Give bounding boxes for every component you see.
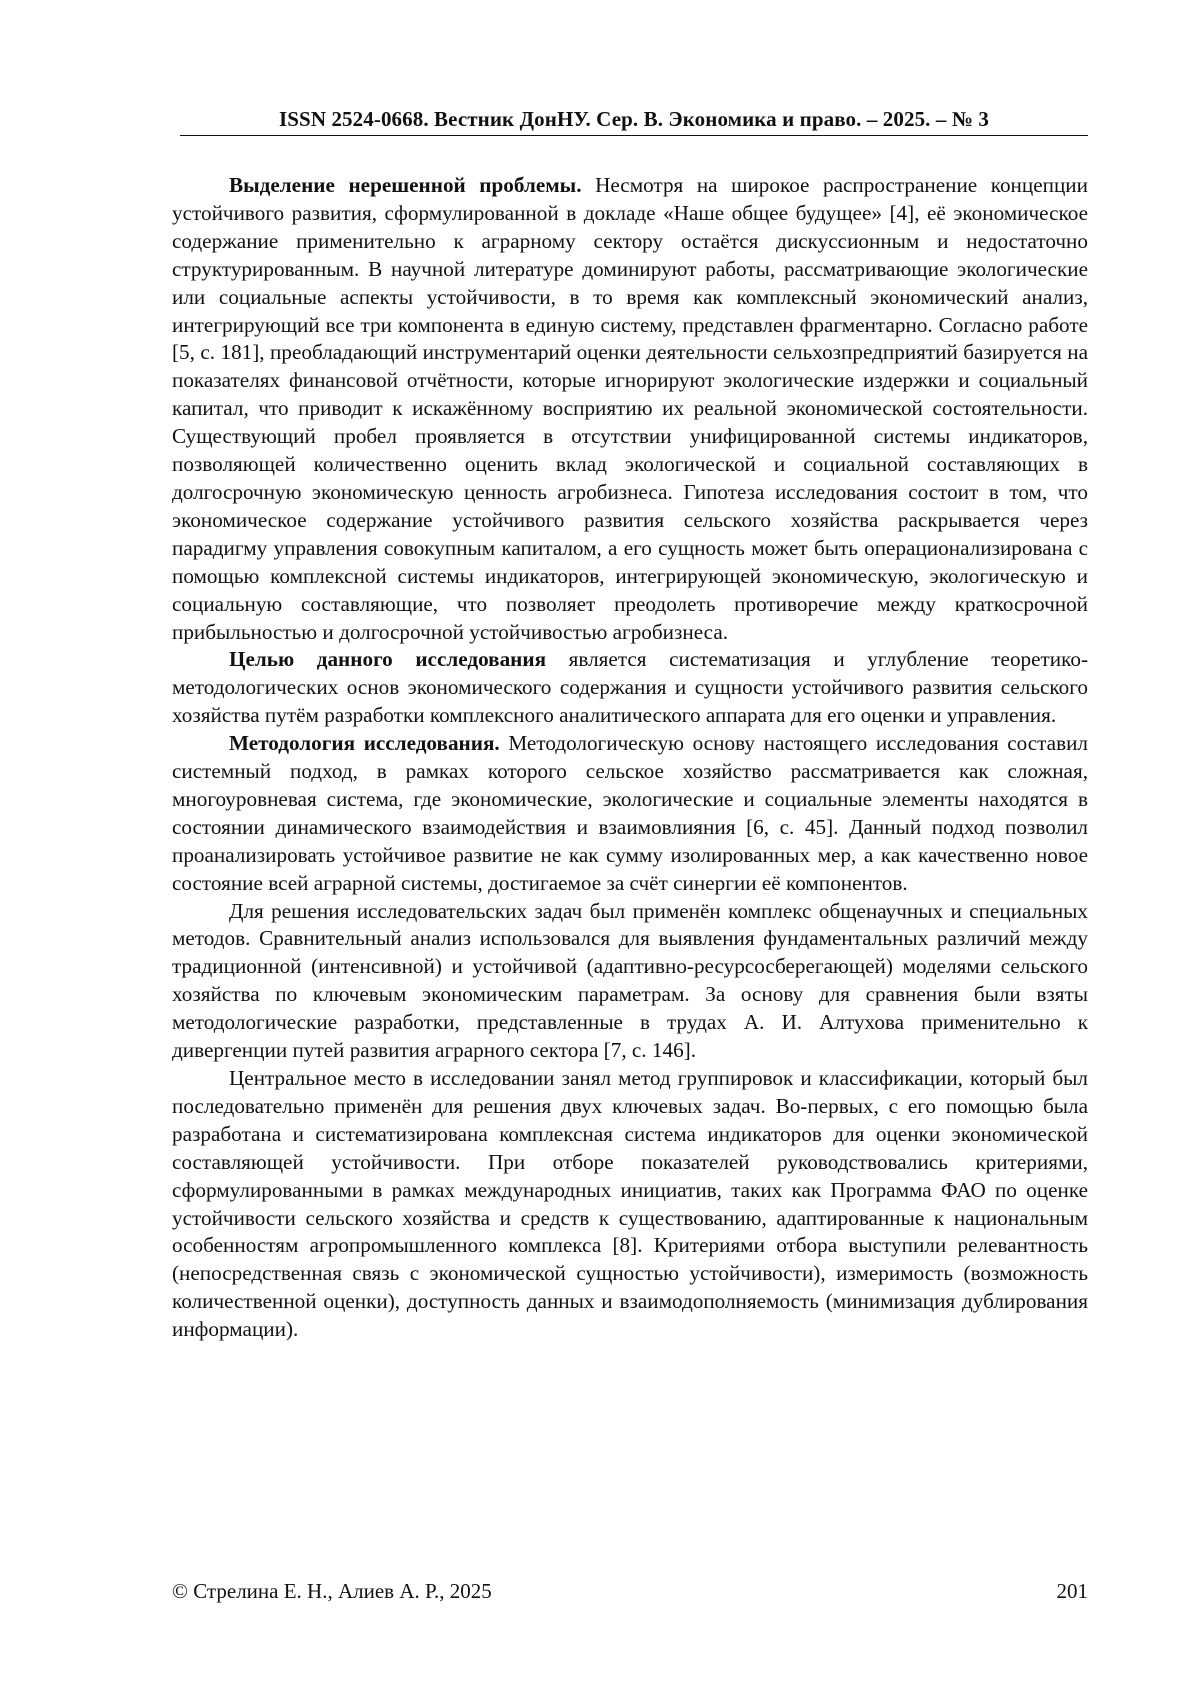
paragraph-lead: Выделение нерешенной проблемы. xyxy=(229,173,582,197)
paragraph-text: Для решения исследовательских задач был применён комплекс общенаучных и специальных методов. Сравнительный анализ использовался для выявления фундаментальных различий между традиционной (интенсивной) и устойчивой (адаптивно-ресурсосберегающей) моделями сельского хозяйства по ключевым экономическим параметрам. За основу для сравнения были взяты методологические разработки, представленные в трудах А. И. Алтухова применительно к дивергенции путей развития аграрного сектора [7, с. 146]. xyxy=(172,898,1088,1063)
header-divider xyxy=(180,135,1088,136)
paragraph-grouping-method xyxy=(172,1065,1088,1344)
paragraph-methods xyxy=(172,898,1088,1065)
running-header: ISSN 2524-0668. Вестник ДонНУ. Сер. В. Экономика и право. – 2025. – № 3 xyxy=(279,107,989,131)
paragraph-unresolved-problem xyxy=(172,172,1088,646)
footer-copyright: © Стрелина Е. Н., Алиев А. Р., 2025 xyxy=(172,1579,492,1603)
paragraph-text: является систематизация и углубление теоретико-методологических основ экономического содержания и сущности устойчивого развития сельского хозяйства путём разработки комплексного аналитического аппарата для его оценки и управления. xyxy=(172,647,1088,728)
paragraph-methodology xyxy=(172,730,1088,897)
paragraph-research-goal xyxy=(172,646,1088,730)
paragraph-text: Несмотря на широкое распространение концепции устойчивого развития, сформулированной в докладе «Наше общее будущее» [4], её экономическое содержание применительно к аграрному сектору остаётся дискуссионным и недостаточно структурированным. В научной литературе доминируют работы, рассматривающие экологические или социальные аспекты устойчивости, в то время как комплексный экономический анализ, интегрирующий все три компонента в единую систему, представлен фрагментарно. Согласно работе [5, с. 181], преобладающий инструментарий оценки деятельности сельхозпредприятий базируется на показателях финансовой отчётности, которые игнорируют экологические издержки и социальный капитал, что приводит к искажённому восприятию их реальной экономической состоятельности. Существующий пробел проявляется в отсутствии унифицированной системы индикаторов, позволяющей количественно оценить вклад экологической и социальной составляющих в долгосрочную экономическую ценность агробизнеса. Гипотеза исследования состоит в том, что экономическое содержание устойчивого развития сельского хозяйства раскрывается через парадигму управления совокупным капиталом, а его сущность может быть операционализирована с помощью комплексной системы индикаторов, интегрирующей экономическую, экологическую и социальную составляющие, что позволяет преодолеть противоречие между краткосрочной прибыльностью и долгосрочной устойчивостью агробизнеса. xyxy=(172,173,1088,644)
article-body xyxy=(172,172,1088,1344)
paragraph-lead: Целью данного исследования xyxy=(229,647,547,672)
paragraph-text: Методологическую основу настоящего исследования составил системный подход, в рамках которого сельское хозяйство рассматривается как сложная, многоуровневая система, где экономические, экологические и социальные элементы находятся в состоянии динамического взаимодействия и взаимовлияния [6, с. 45]. Данный подход позволил проанализировать устойчивое развитие не как сумму изолированных мер, а как качественно новое состояние всей аграрной системы, достигаемое за счёт синергии её компонентов. xyxy=(172,731,1089,895)
page-number: 201 xyxy=(1056,1579,1088,1603)
paragraph-lead: Методология исследования. xyxy=(229,731,500,756)
paragraph-text: Центральное место в исследовании занял метод группировок и классификации, который был последовательно применён для решения двух ключевых задач. Во-первых, с его помощью была разработана и систематизирована комплексная система индикаторов для оценки экономической составляющей устойчивости. При отборе показателей руководствовались критериями, сформулированными в рамках международных инициатив, таких как Программа ФАО по оценке устойчивости сельского хозяйства и средств к существованию, адаптированные к национальным особенностям агропромышленного комплекса [8]. Критериями отбора выступили релевантность (непосредственная связь с экономической сущностью устойчивости), измеримость (возможность количественной оценки), доступность данных и взаимодополняемость (минимизация дублирования информации). xyxy=(172,1066,1088,1342)
